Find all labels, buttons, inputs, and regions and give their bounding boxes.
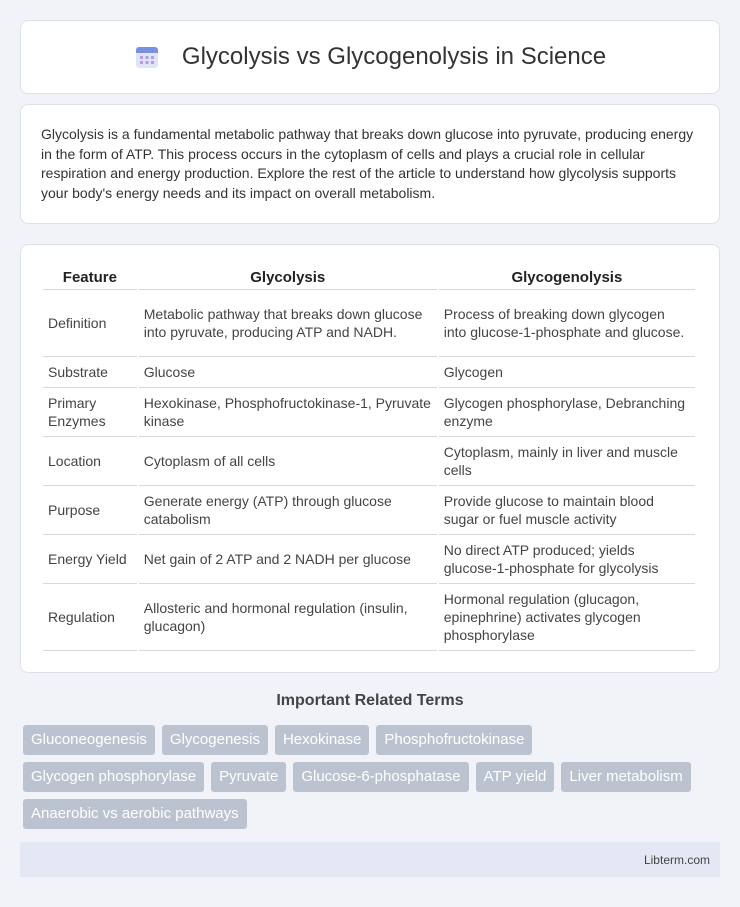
tag-glycogen-phosphorylase[interactable]: Glycogen phosphorylase xyxy=(23,762,204,792)
table-row xyxy=(43,388,695,437)
page-title: Glycolysis vs Glycogenolysis in Science xyxy=(181,43,607,70)
feature-cell: Definition xyxy=(43,290,137,357)
glycogenolysis-cell: Glycogen phosphorylase, Debranching enzyme xyxy=(439,388,695,437)
feature-cell: Location xyxy=(43,437,137,486)
table-row xyxy=(43,437,695,486)
glycolysis-cell: Allosteric and hormonal regulation (insulin, glucagon) xyxy=(139,584,437,651)
glycogenolysis-cell: No direct ATP produced; yields glucose-1-phosphate for glycolysis xyxy=(439,535,695,584)
glycogenolysis-cell: Process of breaking down glycogen into glucose-1-phosphate and glucose. xyxy=(439,290,695,357)
footer xyxy=(20,842,720,877)
table-row xyxy=(43,486,695,535)
intro-paragraph: Glycolysis is a fundamental metabolic pathway that breaks down glucose into pyruvate, producing energy in the form of ATP. This process occurs in the cytoplasm of cells and plays a crucial role in cellular respiration and energy production. Explore the rest of the article to understand how glycolysis supports your body's energy needs and its impact on overall metabolism. xyxy=(41,126,694,201)
comparison-table xyxy=(41,265,697,651)
tag-pyruvate[interactable]: Pyruvate xyxy=(211,762,286,792)
feature-cell: Regulation xyxy=(43,584,137,651)
glycogenolysis-cell: Hormonal regulation (glucagon, epinephrine) activates glycogen phosphorylase xyxy=(439,584,695,651)
related-terms-list xyxy=(23,725,713,829)
table-row xyxy=(43,290,695,357)
column-header: Glycogenolysis xyxy=(439,265,695,290)
glycolysis-cell: Glucose xyxy=(139,357,437,388)
related-terms-title: Important Related Terms xyxy=(276,692,464,709)
header xyxy=(134,43,606,71)
feature-cell: Primary Enzymes xyxy=(43,388,137,437)
glycogenolysis-cell: Provide glucose to maintain blood sugar or fuel muscle activity xyxy=(439,486,695,535)
glycogenolysis-cell: Cytoplasm, mainly in liver and muscle cells xyxy=(439,437,695,486)
calendar-icon xyxy=(134,44,160,70)
column-header: Glycolysis xyxy=(139,265,437,290)
column-header: Feature xyxy=(43,265,137,290)
glycolysis-cell: Generate energy (ATP) through glucose catabolism xyxy=(139,486,437,535)
feature-cell: Purpose xyxy=(43,486,137,535)
intro-card xyxy=(20,104,720,224)
tag-glucose-6-phosphatase[interactable]: Glucose-6-phosphatase xyxy=(293,762,468,792)
tag-hexokinase[interactable]: Hexokinase xyxy=(275,725,369,755)
tag-atp-yield[interactable]: ATP yield xyxy=(476,762,555,792)
table-row xyxy=(43,535,695,584)
feature-cell: Substrate xyxy=(43,357,137,388)
comparison-card xyxy=(20,244,720,673)
feature-cell: Energy Yield xyxy=(43,535,137,584)
glycolysis-cell: Net gain of 2 ATP and 2 NADH per glucose xyxy=(139,535,437,584)
glycolysis-cell: Metabolic pathway that breaks down glucose into pyruvate, producing ATP and NADH. xyxy=(139,290,437,357)
table-row xyxy=(43,584,695,651)
tag-gluconeogenesis[interactable]: Gluconeogenesis xyxy=(23,725,155,755)
glycogenolysis-cell: Glycogen xyxy=(439,357,695,388)
header-card xyxy=(20,20,720,94)
tag-liver-metabolism[interactable]: Liver metabolism xyxy=(561,762,690,792)
tag-glycogenesis[interactable]: Glycogenesis xyxy=(162,725,268,755)
tag-phosphofructokinase[interactable]: Phosphofructokinase xyxy=(376,725,532,755)
tag-anaerobic-vs-aerobic[interactable]: Anaerobic vs aerobic pathways xyxy=(23,799,247,829)
table-header-row xyxy=(43,265,695,290)
glycolysis-cell: Cytoplasm of all cells xyxy=(139,437,437,486)
footer-brand-link[interactable]: Libterm.com xyxy=(643,852,710,867)
glycolysis-cell: Hexokinase, Phosphofructokinase-1, Pyruvate kinase xyxy=(139,388,437,437)
table-row xyxy=(43,357,695,388)
